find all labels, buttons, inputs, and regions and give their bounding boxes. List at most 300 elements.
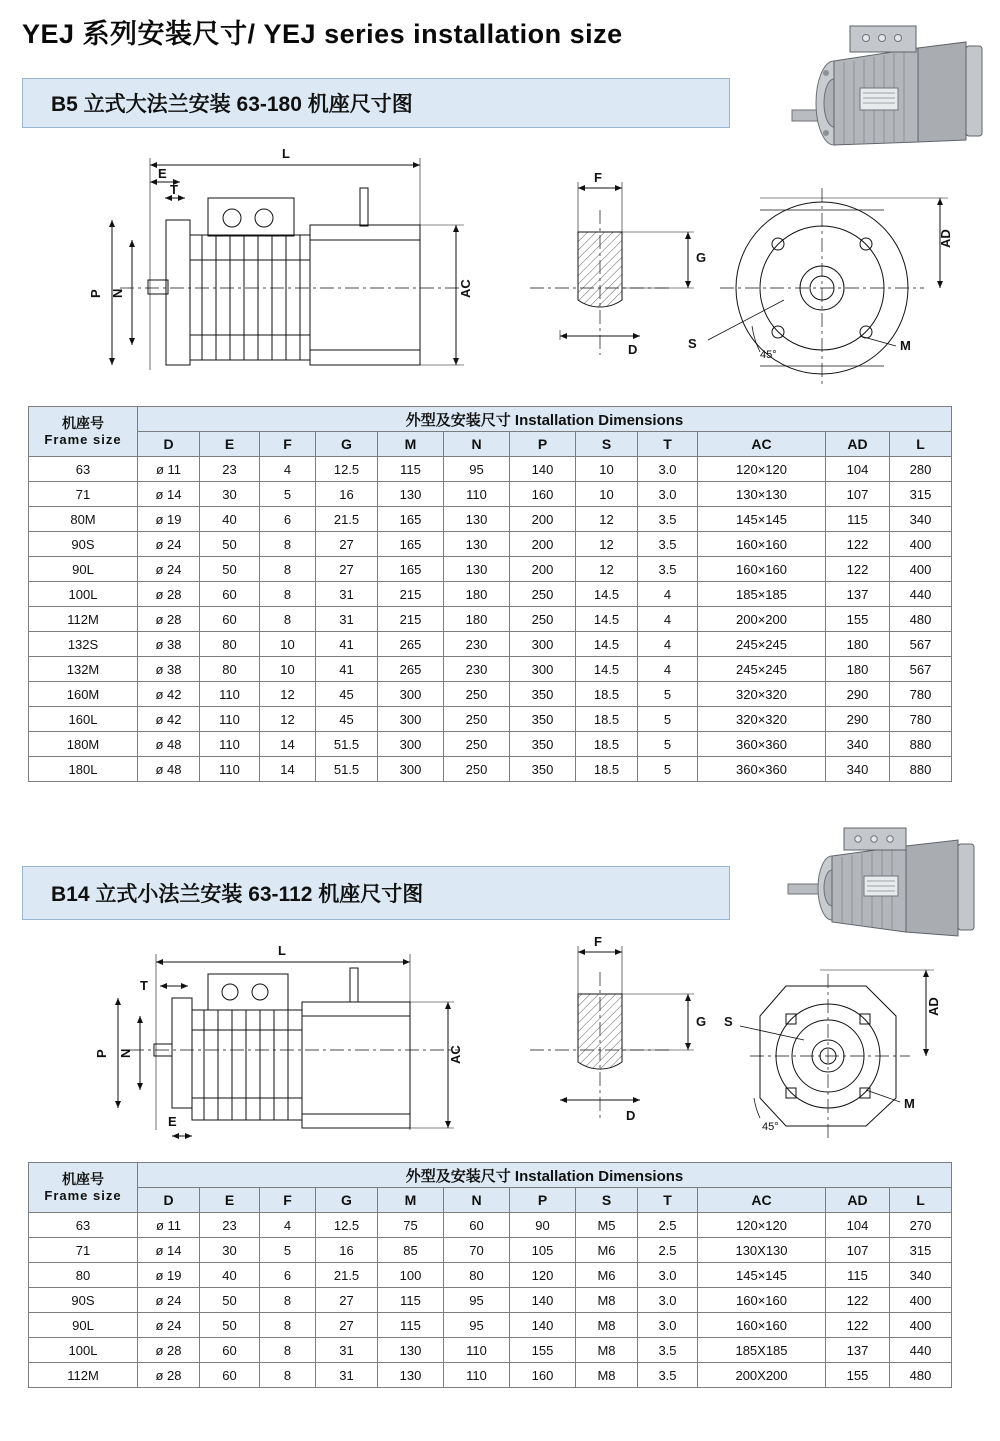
cell-m: 165: [378, 532, 444, 557]
cell-p: 155: [510, 1338, 576, 1363]
cell-m: 300: [378, 707, 444, 732]
cell-e: 80: [200, 657, 260, 682]
cell-l: 440: [890, 1338, 952, 1363]
cell-s: 10: [576, 457, 638, 482]
svg-text:E: E: [168, 1114, 177, 1129]
svg-text:F: F: [594, 170, 602, 185]
cell-p: 200: [510, 532, 576, 557]
cell-s: M8: [576, 1288, 638, 1313]
cell-ad: 137: [826, 582, 890, 607]
cell-m: 115: [378, 1313, 444, 1338]
col-d: D: [138, 432, 200, 457]
cell-d: ø 28: [138, 1363, 200, 1388]
cell-ad: 115: [826, 1263, 890, 1288]
cell-p: 300: [510, 632, 576, 657]
cell-d: ø 42: [138, 707, 200, 732]
svg-text:45°: 45°: [760, 349, 777, 361]
col-m: M: [378, 432, 444, 457]
cell-p: 140: [510, 1313, 576, 1338]
cell-frame: 132M: [29, 657, 138, 682]
cell-n: 95: [444, 457, 510, 482]
cell-e: 30: [200, 1238, 260, 1263]
cell-f: 6: [260, 1263, 316, 1288]
cell-n: 70: [444, 1238, 510, 1263]
table-row: [29, 1263, 952, 1288]
svg-text:E: E: [158, 166, 167, 181]
cell-m: 130: [378, 1338, 444, 1363]
cell-frame: 71: [29, 482, 138, 507]
svg-text:S: S: [688, 336, 697, 351]
svg-text:L: L: [282, 146, 290, 161]
cell-t: 3.0: [638, 1313, 698, 1338]
cell-d: ø 24: [138, 532, 200, 557]
cell-p: 350: [510, 682, 576, 707]
cell-t: 3.5: [638, 1338, 698, 1363]
cell-p: 160: [510, 1363, 576, 1388]
section-header-b14: [22, 866, 730, 920]
table-row: [29, 557, 952, 582]
cell-ac: 320×320: [698, 682, 826, 707]
cell-s: 18.5: [576, 682, 638, 707]
table-header-group: 外型及安装尺寸 Installation Dimensions: [138, 407, 952, 432]
cell-d: ø 24: [138, 1288, 200, 1313]
table-row: [29, 482, 952, 507]
cell-ad: 122: [826, 532, 890, 557]
cell-ad: 155: [826, 607, 890, 632]
svg-text:AC: AC: [448, 1045, 463, 1064]
cell-l: 780: [890, 682, 952, 707]
col-d: D: [138, 1188, 200, 1213]
cell-f: 14: [260, 757, 316, 782]
cell-l: 340: [890, 507, 952, 532]
cell-t: 5: [638, 732, 698, 757]
cell-l: 400: [890, 1288, 952, 1313]
cell-f: 8: [260, 1363, 316, 1388]
cell-l: 340: [890, 1263, 952, 1288]
cell-m: 85: [378, 1238, 444, 1263]
cell-f: 8: [260, 1338, 316, 1363]
col-t: T: [638, 432, 698, 457]
cell-ad: 290: [826, 682, 890, 707]
cell-ad: 340: [826, 732, 890, 757]
cell-frame: 132S: [29, 632, 138, 657]
cell-m: 100: [378, 1263, 444, 1288]
cell-l: 400: [890, 532, 952, 557]
cell-l: 270: [890, 1213, 952, 1238]
cell-d: ø 11: [138, 457, 200, 482]
cell-ad: 104: [826, 457, 890, 482]
cell-g: 12.5: [316, 457, 378, 482]
cell-m: 215: [378, 607, 444, 632]
cell-e: 23: [200, 1213, 260, 1238]
table-row: [29, 1338, 952, 1363]
col-ac: AC: [698, 1188, 826, 1213]
cell-g: 21.5: [316, 507, 378, 532]
page-title: YEJ 系列安装尺寸/ YEJ series installation size: [22, 19, 623, 49]
cell-e: 60: [200, 1338, 260, 1363]
cell-m: 300: [378, 682, 444, 707]
cell-m: 130: [378, 482, 444, 507]
cell-n: 60: [444, 1213, 510, 1238]
col-g: G: [316, 1188, 378, 1213]
cell-ad: 137: [826, 1338, 890, 1363]
cell-l: 440: [890, 582, 952, 607]
cell-s: 12: [576, 532, 638, 557]
cell-frame: 90L: [29, 1313, 138, 1338]
section-heading-text: B5 立式大法兰安装 63-180 机座尺寸图: [51, 93, 413, 116]
cell-f: 5: [260, 1238, 316, 1263]
cell-s: M8: [576, 1363, 638, 1388]
cell-ac: 145×145: [698, 507, 826, 532]
cell-d: ø 24: [138, 557, 200, 582]
cell-m: 265: [378, 657, 444, 682]
cell-e: 60: [200, 607, 260, 632]
cell-g: 51.5: [316, 757, 378, 782]
cell-m: 300: [378, 757, 444, 782]
col-n: N: [444, 1188, 510, 1213]
cell-n: 180: [444, 582, 510, 607]
cell-p: 350: [510, 732, 576, 757]
svg-text:M: M: [904, 1096, 915, 1111]
svg-text:P: P: [94, 1049, 109, 1058]
table-b14: [28, 1162, 952, 1388]
cell-s: M8: [576, 1313, 638, 1338]
cell-f: 4: [260, 1213, 316, 1238]
cell-f: 8: [260, 1288, 316, 1313]
col-ad: AD: [826, 432, 890, 457]
table-header-frame: [29, 1163, 138, 1213]
cell-d: ø 14: [138, 1238, 200, 1263]
table-row: [29, 1238, 952, 1263]
frame-header-en: Frame size: [44, 1188, 122, 1204]
cell-f: 8: [260, 532, 316, 557]
svg-text:AC: AC: [458, 279, 473, 298]
svg-text:F: F: [594, 934, 602, 949]
cell-ad: 107: [826, 1238, 890, 1263]
cell-s: 10: [576, 482, 638, 507]
col-f: F: [260, 1188, 316, 1213]
cell-s: 14.5: [576, 607, 638, 632]
cell-e: 40: [200, 507, 260, 532]
cell-f: 12: [260, 682, 316, 707]
cell-p: 250: [510, 582, 576, 607]
cell-d: ø 24: [138, 1313, 200, 1338]
cell-g: 31: [316, 1338, 378, 1363]
section-header-b5: [22, 78, 730, 128]
cell-t: 4: [638, 607, 698, 632]
col-f: F: [260, 432, 316, 457]
cell-p: 120: [510, 1263, 576, 1288]
col-e: E: [200, 1188, 260, 1213]
col-p: P: [510, 1188, 576, 1213]
cell-f: 8: [260, 1313, 316, 1338]
cell-e: 110: [200, 707, 260, 732]
cell-s: M6: [576, 1238, 638, 1263]
cell-p: 200: [510, 507, 576, 532]
cell-ad: 290: [826, 707, 890, 732]
cell-frame: 100L: [29, 582, 138, 607]
cell-s: M6: [576, 1263, 638, 1288]
cell-ac: 185X185: [698, 1338, 826, 1363]
cell-d: ø 48: [138, 757, 200, 782]
cell-f: 12: [260, 707, 316, 732]
cell-f: 8: [260, 557, 316, 582]
section-heading-text: B14 立式小法兰安装 63-112 机座尺寸图: [51, 883, 424, 906]
cell-frame: 90L: [29, 557, 138, 582]
cell-g: 27: [316, 557, 378, 582]
cell-p: 350: [510, 757, 576, 782]
cell-t: 3.5: [638, 532, 698, 557]
cell-ad: 180: [826, 632, 890, 657]
cell-ac: 200X200: [698, 1363, 826, 1388]
cell-m: 75: [378, 1213, 444, 1238]
cell-g: 31: [316, 582, 378, 607]
cell-d: ø 28: [138, 607, 200, 632]
cell-s: 12: [576, 507, 638, 532]
cell-d: ø 28: [138, 582, 200, 607]
cell-ac: 160×160: [698, 1313, 826, 1338]
cell-e: 50: [200, 532, 260, 557]
cell-m: 165: [378, 557, 444, 582]
table-row: [29, 457, 952, 482]
cell-l: 567: [890, 657, 952, 682]
cell-d: ø 14: [138, 482, 200, 507]
cell-l: 280: [890, 457, 952, 482]
cell-ad: 180: [826, 657, 890, 682]
cell-d: ø 38: [138, 657, 200, 682]
cell-g: 41: [316, 632, 378, 657]
frame-header-en: Frame size: [44, 432, 122, 448]
cell-frame: 71: [29, 1238, 138, 1263]
cell-t: 3.0: [638, 457, 698, 482]
col-n: N: [444, 432, 510, 457]
cell-n: 250: [444, 682, 510, 707]
cell-frame: 100L: [29, 1338, 138, 1363]
cell-l: 480: [890, 607, 952, 632]
cell-e: 80: [200, 632, 260, 657]
cell-n: 110: [444, 1363, 510, 1388]
drawing-b5: [60, 140, 960, 390]
cell-d: ø 11: [138, 1213, 200, 1238]
cell-t: 2.5: [638, 1238, 698, 1263]
cell-ad: 115: [826, 507, 890, 532]
cell-g: 12.5: [316, 1213, 378, 1238]
svg-text:D: D: [628, 342, 638, 357]
table-row: [29, 1213, 952, 1238]
cell-n: 110: [444, 1338, 510, 1363]
cell-t: 4: [638, 632, 698, 657]
frame-header-cn: 机座号: [62, 414, 104, 431]
svg-text:D: D: [626, 1108, 636, 1123]
cell-l: 315: [890, 482, 952, 507]
cell-p: 90: [510, 1213, 576, 1238]
cell-m: 115: [378, 1288, 444, 1313]
cell-ac: 130X130: [698, 1238, 826, 1263]
cell-ac: 130×130: [698, 482, 826, 507]
cell-ad: 122: [826, 1313, 890, 1338]
cell-s: 12: [576, 557, 638, 582]
cell-l: 400: [890, 1313, 952, 1338]
table-row: [29, 707, 952, 732]
col-l: L: [890, 1188, 952, 1213]
svg-text:45°: 45°: [762, 1121, 779, 1133]
cell-n: 250: [444, 707, 510, 732]
cell-e: 23: [200, 457, 260, 482]
col-s: S: [576, 1188, 638, 1213]
table-row: [29, 632, 952, 657]
cell-g: 16: [316, 1238, 378, 1263]
cell-e: 50: [200, 1313, 260, 1338]
col-e: E: [200, 432, 260, 457]
cell-d: ø 38: [138, 632, 200, 657]
cell-l: 880: [890, 732, 952, 757]
cell-e: 110: [200, 757, 260, 782]
cell-g: 21.5: [316, 1263, 378, 1288]
cell-t: 3.5: [638, 507, 698, 532]
cell-ac: 160×160: [698, 557, 826, 582]
cell-d: ø 42: [138, 682, 200, 707]
cell-t: 5: [638, 682, 698, 707]
cell-p: 250: [510, 607, 576, 632]
cell-frame: 90S: [29, 1288, 138, 1313]
cell-t: 3.0: [638, 1263, 698, 1288]
table-row: [29, 682, 952, 707]
cell-ad: 107: [826, 482, 890, 507]
table-header-frame: [29, 407, 138, 457]
svg-text:S: S: [724, 1014, 733, 1029]
cell-d: ø 19: [138, 1263, 200, 1288]
cell-e: 60: [200, 582, 260, 607]
cell-g: 27: [316, 1313, 378, 1338]
cell-frame: 160L: [29, 707, 138, 732]
cell-e: 50: [200, 1288, 260, 1313]
cell-m: 130: [378, 1363, 444, 1388]
col-t: T: [638, 1188, 698, 1213]
cell-m: 165: [378, 507, 444, 532]
cell-n: 230: [444, 632, 510, 657]
cell-g: 27: [316, 532, 378, 557]
table-row: [29, 1313, 952, 1338]
col-ad: AD: [826, 1188, 890, 1213]
cell-l: 480: [890, 1363, 952, 1388]
col-m: M: [378, 1188, 444, 1213]
cell-l: 400: [890, 557, 952, 582]
cell-ad: 340: [826, 757, 890, 782]
drawing-b14: [60, 930, 960, 1170]
cell-g: 31: [316, 1363, 378, 1388]
cell-frame: 63: [29, 1213, 138, 1238]
svg-text:N: N: [110, 288, 125, 298]
cell-n: 230: [444, 657, 510, 682]
cell-frame: 180L: [29, 757, 138, 782]
table-row: [29, 532, 952, 557]
cell-frame: 63: [29, 457, 138, 482]
cell-n: 110: [444, 482, 510, 507]
cell-g: 27: [316, 1288, 378, 1313]
table-row: [29, 507, 952, 532]
cell-ad: 104: [826, 1213, 890, 1238]
cell-n: 180: [444, 607, 510, 632]
cell-n: 130: [444, 557, 510, 582]
cell-ad: 122: [826, 1288, 890, 1313]
cell-e: 60: [200, 1363, 260, 1388]
cell-m: 115: [378, 457, 444, 482]
cell-ac: 145×145: [698, 1263, 826, 1288]
table-header-group: 外型及安装尺寸 Installation Dimensions: [138, 1163, 952, 1188]
cell-n: 95: [444, 1313, 510, 1338]
cell-ac: 245×245: [698, 632, 826, 657]
cell-t: 5: [638, 707, 698, 732]
svg-text:T: T: [140, 978, 148, 993]
cell-f: 8: [260, 607, 316, 632]
frame-header-cn: 机座号: [62, 1170, 104, 1187]
svg-text:G: G: [696, 250, 707, 265]
cell-f: 6: [260, 507, 316, 532]
cell-s: 14.5: [576, 632, 638, 657]
cell-ad: 122: [826, 557, 890, 582]
cell-ac: 120×120: [698, 457, 826, 482]
cell-ac: 200×200: [698, 607, 826, 632]
col-p: P: [510, 432, 576, 457]
cell-f: 8: [260, 582, 316, 607]
cell-frame: 112M: [29, 607, 138, 632]
cell-ac: 160×160: [698, 1288, 826, 1313]
cell-e: 110: [200, 682, 260, 707]
cell-t: 3.0: [638, 482, 698, 507]
cell-g: 45: [316, 682, 378, 707]
cell-g: 16: [316, 482, 378, 507]
table-row: [29, 1288, 952, 1313]
cell-l: 315: [890, 1238, 952, 1263]
cell-ac: 360×360: [698, 757, 826, 782]
cell-p: 200: [510, 557, 576, 582]
svg-text:G: G: [696, 1014, 707, 1029]
cell-m: 300: [378, 732, 444, 757]
cell-ac: 120×120: [698, 1213, 826, 1238]
cell-ac: 160×160: [698, 532, 826, 557]
cell-f: 4: [260, 457, 316, 482]
cell-l: 567: [890, 632, 952, 657]
cell-l: 780: [890, 707, 952, 732]
table-row: [29, 732, 952, 757]
cell-d: ø 28: [138, 1338, 200, 1363]
table-row: [29, 582, 952, 607]
svg-text:M: M: [900, 338, 911, 353]
cell-t: 3.5: [638, 557, 698, 582]
cell-t: 4: [638, 582, 698, 607]
cell-f: 10: [260, 657, 316, 682]
cell-n: 130: [444, 507, 510, 532]
table-row: [29, 1363, 952, 1388]
cell-t: 3.0: [638, 1288, 698, 1313]
cell-d: ø 19: [138, 507, 200, 532]
cell-ac: 185×185: [698, 582, 826, 607]
cell-g: 31: [316, 607, 378, 632]
cell-p: 105: [510, 1238, 576, 1263]
svg-text:P: P: [88, 289, 103, 298]
cell-p: 140: [510, 457, 576, 482]
cell-g: 41: [316, 657, 378, 682]
cell-s: 18.5: [576, 732, 638, 757]
cell-ad: 155: [826, 1363, 890, 1388]
cell-e: 110: [200, 732, 260, 757]
cell-p: 350: [510, 707, 576, 732]
cell-frame: 90S: [29, 532, 138, 557]
cell-t: 3.5: [638, 1363, 698, 1388]
table-row: [29, 657, 952, 682]
cell-n: 250: [444, 757, 510, 782]
col-g: G: [316, 432, 378, 457]
